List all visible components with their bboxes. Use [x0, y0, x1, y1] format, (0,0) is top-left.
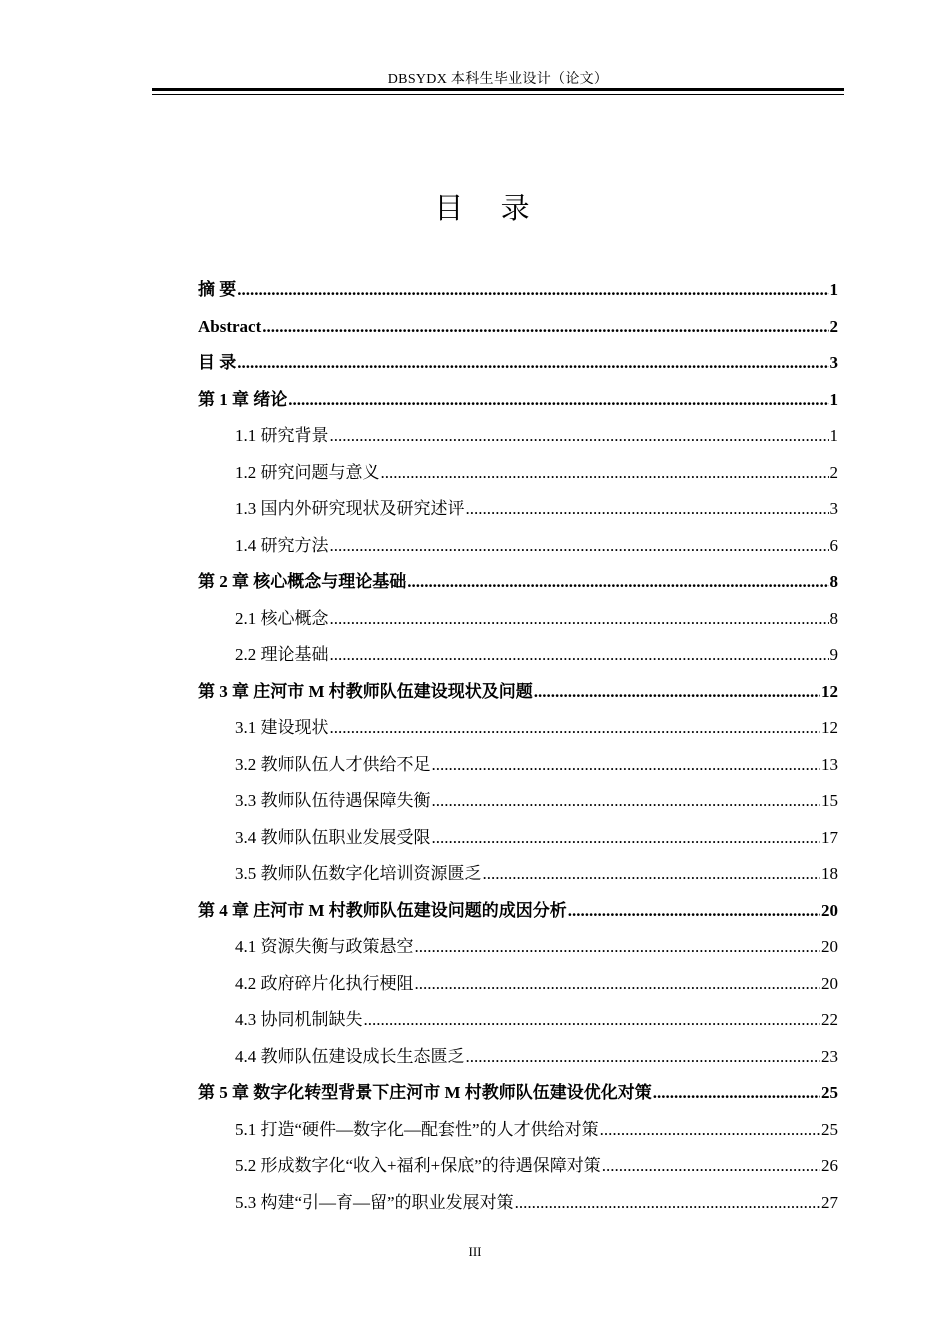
toc-chapter-entry[interactable]	[198, 1075, 838, 1112]
toc-section-entry[interactable]	[198, 1002, 838, 1039]
toc-entry-page: 6	[829, 535, 838, 555]
toc-entry-page: 20	[821, 937, 838, 956]
toc-entry-label: 第 5 章 数字化转型背景下庄河市 M 村教师队伍建设优化对策	[198, 1083, 652, 1102]
toc-entry-page: 15	[821, 791, 838, 810]
toc-entry-page: 27	[821, 1192, 838, 1212]
toc-entry-label: 1.3 国内外研究现状及研究述评	[235, 499, 465, 518]
toc-entry-label: 4.2 政府碎片化执行梗阻	[235, 973, 414, 993]
toc-dot-leader	[330, 710, 821, 747]
toc-entry-page: 13	[821, 754, 838, 774]
toc-dot-leader	[415, 929, 821, 966]
toc-dot-leader	[432, 747, 821, 784]
toc-dot-leader	[330, 637, 829, 674]
toc-entry-label: 1.4 研究方法	[235, 535, 329, 555]
toc-section-entry[interactable]	[198, 528, 838, 565]
toc-dot-leader	[432, 820, 821, 857]
toc-entry-label: 目 录	[198, 353, 237, 372]
toc-chapter-entry[interactable]	[198, 309, 838, 346]
toc-entry-page: 17	[821, 827, 838, 847]
toc-dot-leader	[237, 272, 828, 309]
toc-section-entry[interactable]	[198, 455, 838, 492]
toc-entry-label: 第 3 章 庄河市 M 村教师队伍建设现状及问题	[198, 681, 533, 701]
toc-section-entry[interactable]	[198, 1039, 838, 1076]
toc-entry-label: 3.4 教师队伍职业发展受限	[235, 827, 431, 847]
toc-entry-label: 1.1 研究背景	[235, 426, 329, 445]
toc-entry-page: 9	[829, 645, 838, 664]
toc-chapter-entry[interactable]	[198, 674, 838, 711]
toc-entry-page: 23	[821, 1046, 838, 1066]
toc-section-entry[interactable]	[198, 1148, 838, 1185]
toc-dot-leader	[237, 345, 828, 382]
toc-entry-label: 3.5 教师队伍数字化培训资源匮乏	[235, 864, 482, 883]
toc-entry-label: 第 2 章 核心概念与理论基础	[198, 572, 407, 591]
toc-entry-page: 20	[821, 973, 838, 993]
toc-dot-leader	[602, 1148, 820, 1185]
toc-dot-leader	[653, 1075, 820, 1112]
toc-entry-label: 3.3 教师队伍待遇保障失衡	[235, 791, 431, 810]
toc-chapter-entry[interactable]	[198, 382, 838, 419]
toc-chapter-entry[interactable]	[198, 345, 838, 382]
toc-entry-page: 3	[829, 499, 838, 518]
toc-entry-label: 3.1 建设现状	[235, 718, 329, 737]
table-of-contents	[198, 272, 838, 1221]
toc-entry-label: 第 1 章 绪论	[198, 389, 288, 409]
toc-dot-leader	[483, 856, 821, 893]
toc-entry-label: 2.2 理论基础	[235, 645, 329, 664]
toc-dot-leader	[330, 528, 829, 565]
toc-entry-page: 3	[829, 353, 838, 372]
header-rule-thick	[152, 88, 844, 91]
toc-entry-page: 12	[821, 681, 838, 701]
toc-dot-leader	[466, 1039, 821, 1076]
toc-dot-leader	[415, 966, 821, 1003]
page-number: III	[468, 1244, 482, 1259]
toc-dot-leader	[330, 418, 829, 455]
toc-entry-label: 摘 要	[198, 280, 237, 299]
toc-dot-leader	[466, 491, 829, 528]
toc-entry-label: 5.1 打造“硬件—数字化—配套性”的人才供给对策	[235, 1119, 599, 1139]
toc-entry-label: 2.1 核心概念	[235, 608, 329, 628]
toc-dot-leader	[330, 601, 829, 638]
toc-dot-leader	[568, 893, 820, 930]
toc-chapter-entry[interactable]	[198, 893, 838, 930]
toc-entry-page: 2	[829, 316, 838, 336]
toc-section-entry[interactable]	[198, 747, 838, 784]
toc-section-entry[interactable]	[198, 710, 838, 747]
toc-section-entry[interactable]	[198, 491, 838, 528]
toc-entry-page: 18	[821, 864, 838, 883]
toc-entry-page: 12	[821, 718, 838, 737]
toc-dot-leader	[407, 564, 828, 601]
toc-entry-page: 1	[829, 280, 838, 299]
toc-section-entry[interactable]	[198, 637, 838, 674]
toc-section-entry[interactable]	[198, 856, 838, 893]
toc-entry-label: 5.3 构建“引—育—留”的职业发展对策	[235, 1192, 514, 1212]
toc-dot-leader	[432, 783, 821, 820]
toc-section-entry[interactable]	[198, 820, 838, 857]
toc-entry-page: 20	[821, 900, 838, 920]
toc-dot-leader	[381, 455, 829, 492]
header-rule-thin	[152, 94, 844, 95]
toc-entry-page: 8	[829, 572, 838, 591]
toc-entry-label: 4.1 资源失衡与政策悬空	[235, 937, 414, 956]
toc-entry-label: 4.4 教师队伍建设成长生态匮乏	[235, 1046, 465, 1066]
toc-entry-page: 8	[829, 608, 838, 628]
toc-chapter-entry[interactable]	[198, 564, 838, 601]
toc-entry-page: 25	[821, 1083, 838, 1102]
toc-dot-leader	[262, 309, 828, 346]
toc-section-entry[interactable]	[198, 418, 838, 455]
toc-entry-page: 1	[829, 426, 838, 445]
toc-dot-leader	[288, 382, 828, 419]
toc-dot-leader	[534, 674, 820, 711]
toc-entry-label: 4.3 协同机制缺失	[235, 1010, 363, 1029]
toc-entry-page: 26	[821, 1156, 838, 1175]
toc-section-entry[interactable]	[198, 966, 838, 1003]
page-header: DBSYDX 本科生毕业设计（论文）	[387, 72, 609, 87]
toc-section-entry[interactable]	[198, 601, 838, 638]
toc-entry-label: 3.2 教师队伍人才供给不足	[235, 754, 431, 774]
toc-section-entry[interactable]	[198, 783, 838, 820]
toc-section-entry[interactable]	[198, 1185, 838, 1222]
toc-section-entry[interactable]	[198, 1112, 838, 1149]
toc-entry-label: 5.2 形成数字化“收入+福利+保底”的待遇保障对策	[235, 1156, 601, 1175]
toc-entry-page: 25	[821, 1119, 838, 1139]
toc-chapter-entry[interactable]	[198, 272, 838, 309]
toc-dot-leader	[515, 1185, 820, 1222]
toc-entry-page: 22	[821, 1010, 838, 1029]
toc-section-entry[interactable]	[198, 929, 838, 966]
toc-dot-leader	[600, 1112, 820, 1149]
toc-dot-leader	[364, 1002, 821, 1039]
toc-entry-page: 1	[829, 389, 838, 409]
toc-entry-label: Abstract	[198, 316, 262, 336]
toc-entry-label: 1.2 研究问题与意义	[235, 462, 380, 482]
toc-entry-page: 2	[829, 462, 838, 482]
toc-entry-label: 第 4 章 庄河市 M 村教师队伍建设问题的成因分析	[198, 900, 567, 920]
page-title: 目 录	[434, 191, 544, 225]
